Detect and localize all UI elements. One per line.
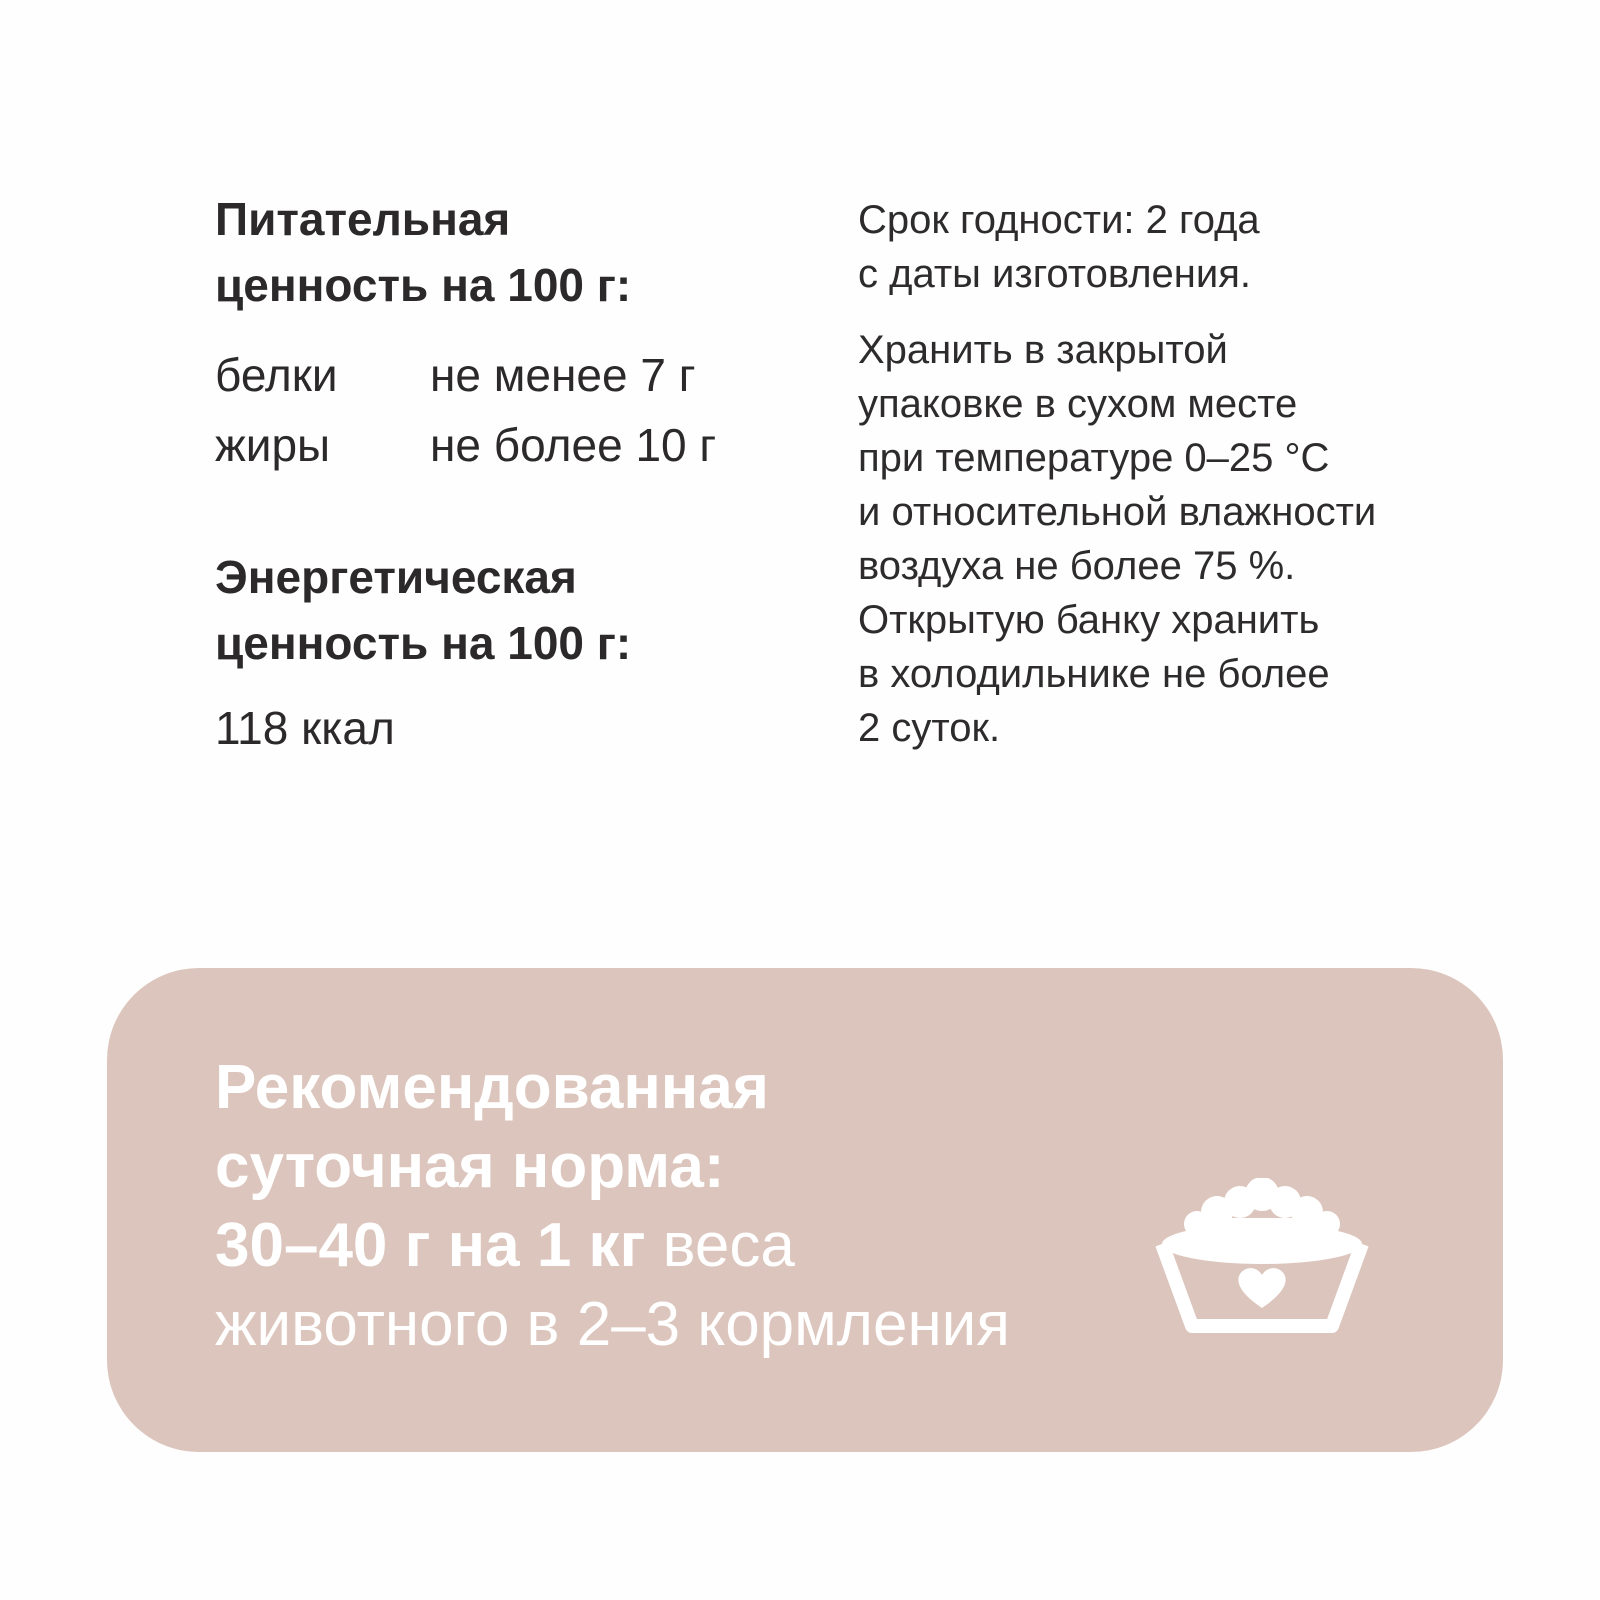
- dose-amount: 30–40 г на 1 кг: [215, 1211, 646, 1280]
- nutrient-value: не менее 7 г: [430, 349, 696, 401]
- dose-line: [215, 1206, 1010, 1285]
- nutrient-value: не более 10 г: [430, 419, 717, 471]
- dose-unit: веса: [645, 1211, 795, 1280]
- nutrition-heading: Питательная ценность на 100 г:: [215, 193, 632, 311]
- daily-norm-text: Рекомендованная суточная норма: 30–40 г на 1 кг веса животного в 2–3 кормления: [215, 1053, 1010, 1359]
- nutrient-list: [215, 340, 815, 480]
- nutrient-name: жиры: [215, 419, 331, 471]
- storage-block: [858, 193, 1558, 755]
- food-bowl-heart-icon: [1137, 1178, 1387, 1338]
- nutrient-row-fat: [215, 410, 815, 480]
- storage-conditions-text: Хранить в закрытой упаковке в сухом месте при температуре 0–25 °С и относительной влажности воздуха не более 75 %. Открытую банку хранить в холодильнике не более 2 суток.: [858, 328, 1377, 750]
- nutrient-row-protein: [215, 340, 815, 410]
- nutrition-block: [215, 186, 815, 758]
- energy-value: 118 ккал: [215, 702, 395, 754]
- shelf-life-text: Срок годности: 2 года с даты изготовления.: [858, 198, 1260, 296]
- nutrient-name: белки: [215, 349, 338, 401]
- energy-heading: Энергетическая ценность на 100 г:: [215, 551, 632, 669]
- daily-norm-card: [107, 968, 1503, 1452]
